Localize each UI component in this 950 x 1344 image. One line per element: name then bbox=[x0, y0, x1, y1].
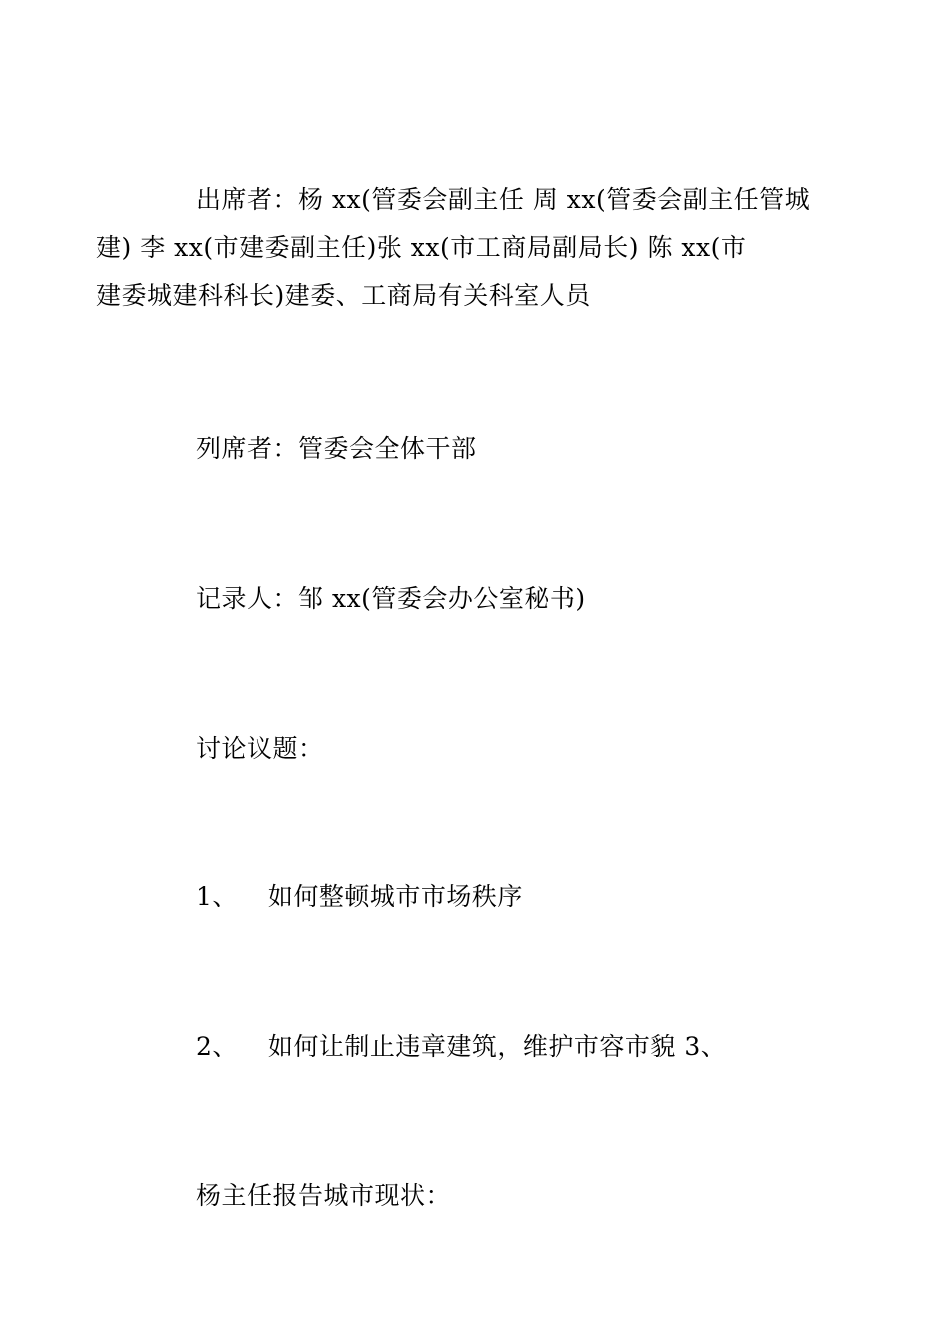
report-text: 杨主任报告城市现状： bbox=[196, 1181, 452, 1210]
attendees-line-1: 出席者：杨 xx(管委会副主任 周 xx(管委会副主任管城 bbox=[196, 185, 811, 214]
topics-heading-paragraph bbox=[146, 725, 816, 773]
attendees-line-3: 建委城建科科长)建委、工商局有关科室人员 bbox=[96, 281, 591, 310]
topic-2-number: 2、 bbox=[196, 1032, 238, 1061]
topic-1-text: 如何整顿城市市场秩序 bbox=[267, 882, 523, 911]
topic-2-paragraph bbox=[146, 1023, 816, 1071]
topic-2 bbox=[146, 1023, 816, 1071]
topic-2-text: 如何让制止违章建筑，维护市容市貌 3、 bbox=[267, 1032, 727, 1061]
topics-heading: 讨论议题： bbox=[196, 734, 324, 763]
attendees-paragraph bbox=[96, 176, 816, 320]
topic-1 bbox=[146, 873, 816, 921]
topic-1-paragraph bbox=[146, 873, 816, 921]
non-voting-attendees-text: 列席者：管委会全体干部 bbox=[196, 434, 477, 463]
non-voting-attendees-paragraph bbox=[146, 425, 816, 473]
attendees-line-2: 建) 李 xx(市建委副主任)张 xx(市工商局副局长) 陈 xx(市 bbox=[96, 233, 747, 262]
report-paragraph bbox=[146, 1172, 816, 1220]
recorder-paragraph bbox=[146, 575, 816, 623]
topic-1-number: 1、 bbox=[196, 882, 238, 911]
recorder-text: 记录人：邹 xx(管委会办公室秘书) bbox=[196, 584, 586, 613]
